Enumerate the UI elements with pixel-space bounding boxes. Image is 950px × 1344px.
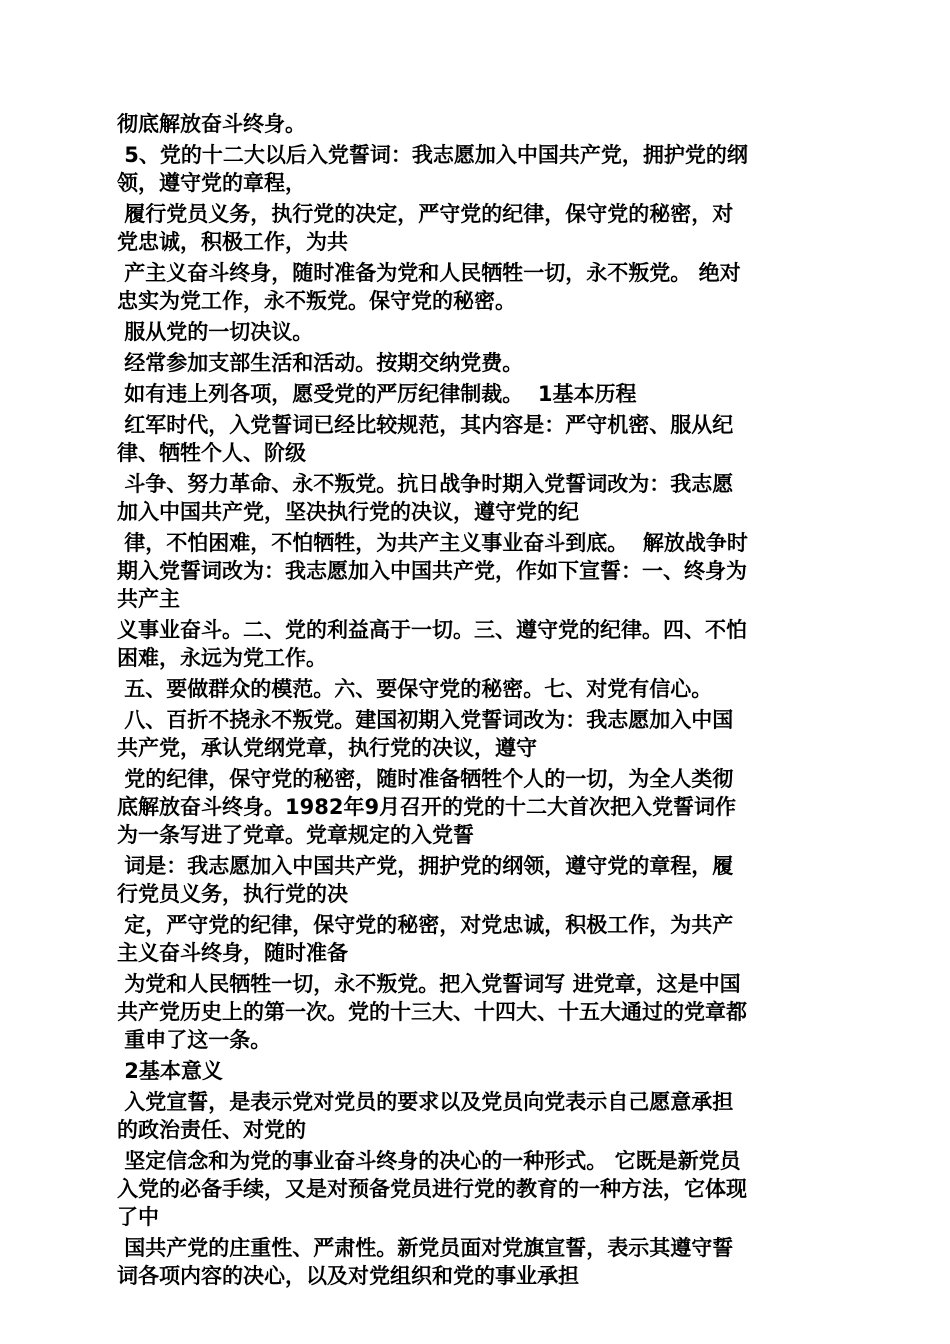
text-line: 共产主 bbox=[117, 587, 180, 611]
text-line: 律、牺牲个人、阶级 bbox=[117, 441, 306, 465]
text-line: 坚定信念和为党的事业奋斗终身的决心的一种形式。 它既是新党员 bbox=[117, 1149, 741, 1173]
text-line: 忠实为党工作，永不叛党。保守党的秘密。 bbox=[117, 289, 516, 313]
text-line: 履行党员义务，执行党的决定，严守党的纪律，保守党的秘密，对 bbox=[117, 202, 734, 226]
text-line: 词各项内容的决心，以及对党组织和党的事业承担 bbox=[117, 1264, 579, 1288]
section-heading: 2基本意义 bbox=[117, 1059, 223, 1083]
text-line: 如有违上列各项，愿受党的严厉纪律制裁。 1基本历程 bbox=[117, 382, 637, 406]
text-line: 产主义奋斗终身，随时准备为党和人民牺牲一切，永不叛党。 绝对 bbox=[117, 261, 741, 285]
text-line: 行党员义务，执行党的决 bbox=[117, 882, 348, 906]
text-line: 彻底解放奋斗终身。 bbox=[117, 112, 306, 136]
text-line: 入党宣誓，是表示党对党员的要求以及党员向党表示自己愿意承担 bbox=[117, 1090, 734, 1114]
text-line: 共产党历史上的第一次。党的十三大、十四大、十五大通过的党章都 bbox=[117, 1000, 747, 1024]
text-line: 定，严守党的纪律，保守党的秘密，对党忠诚，积极工作，为共产 bbox=[117, 913, 734, 937]
text-line: 国共产党的庄重性、严肃性。新党员面对党旗宣誓，表示其遵守誓 bbox=[117, 1236, 734, 1260]
text-line: 经常参加支部生活和活动。按期交纳党费。 bbox=[117, 351, 524, 375]
text-line: 党的纪律，保守党的秘密，随时准备牺牲个人的一切，为全人类彻 bbox=[117, 767, 734, 791]
text-line: 领，遵守党的章程， bbox=[117, 171, 306, 195]
text-line: 底解放奋斗终身。1982年9月召开的党的十二大首次把入党誓词作 bbox=[117, 795, 737, 819]
text-line: 共产党，承认党纲党章，执行党的决议，遵守 bbox=[117, 736, 537, 760]
document-page bbox=[117, 110, 837, 1290]
text-line: 红军时代，入党誓词已经比较规范，其内容是：严守机密、服从纪 bbox=[117, 413, 734, 437]
text-line: 为党和人民牺牲一切，永不叛党。把入党誓词写 进党章，这是中国 bbox=[117, 972, 741, 996]
text-line: 加入中国共产党，坚决执行党的决议，遵守党的纪 bbox=[117, 500, 579, 524]
text-line: 5、党的十二大以后入党誓词：我志愿加入中国共产党，拥护党的纲 bbox=[117, 143, 748, 167]
text-line: 斗争、努力革命、永不叛党。抗日战争时期入党誓词改为：我志愿 bbox=[117, 472, 734, 496]
text-line: 五、要做群众的模范。六、要保守党的秘密。七、对党有信心。 bbox=[117, 677, 713, 701]
text-line: 困难，永远为党工作。 bbox=[117, 646, 327, 670]
text-line: 党忠诚，积极工作，为共 bbox=[117, 230, 348, 254]
text-line: 律，不怕困难，不怕牺牲，为共产主义事业奋斗到底。 解放战争时 bbox=[117, 531, 748, 555]
text-line: 期入党誓词改为：我志愿加入中国共产党，作如下宣誓：一、终身为 bbox=[117, 559, 747, 583]
text-line: 主义奋斗终身，随时准备 bbox=[117, 941, 348, 965]
text-line: 八、百折不挠永不叛党。建国初期入党誓词改为：我志愿加入中国 bbox=[117, 708, 734, 732]
text-line: 的政治责任、对党的 bbox=[117, 1118, 306, 1142]
text-line: 了中 bbox=[117, 1205, 159, 1229]
text-line: 入党的必备手续，又是对预备党员进行党的教育的一种方法，它体现 bbox=[117, 1177, 747, 1201]
text-line: 义事业奋斗。二、党的利益高于一切。三、遵守党的纪律。四、不怕 bbox=[117, 618, 747, 642]
text-line: 为一条写进了党章。党章规定的入党誓 bbox=[117, 823, 474, 847]
text-line: 词是：我志愿加入中国共产党，拥护党的纲领，遵守党的章程，履 bbox=[117, 854, 734, 878]
text-line: 重申了这一条。 bbox=[117, 1028, 272, 1052]
text-line: 服从党的一切决议。 bbox=[117, 320, 314, 344]
